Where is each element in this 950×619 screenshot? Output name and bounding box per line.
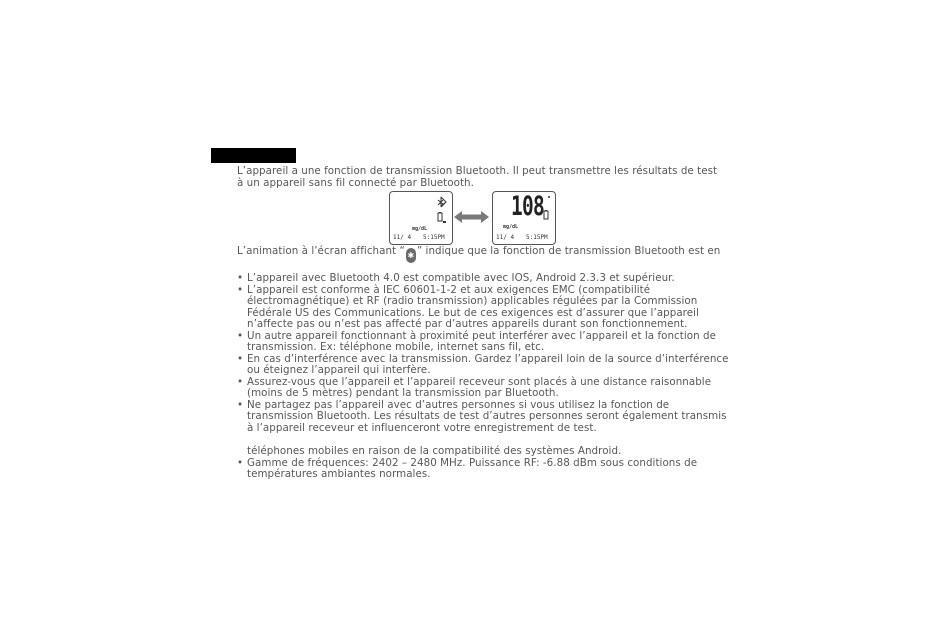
bullet-line: • Un autre appareil fonctionnant à proximité peut interférer avec l’appareil et la fonction de [247,329,716,342]
lcd-screen-reading [492,191,556,245]
lcd2-date: 11/ 4 [496,234,515,241]
bullet-line: n’affecte pas ou n’est pas affecté par d’autres appareils durant son fonctionnement. [247,318,688,330]
animation-sentence [237,246,720,263]
bullet-line: • L’appareil avec Bluetooth 4.0 est compatible avec IOS, Android 2.3.3 et supérieur. [247,272,675,284]
bullet-line: températures ambiantes normales. [247,468,431,480]
bullet-line: • Ne partagez pas l’appareil avec d’autres personnes si vous utilisez la fonction de [247,398,670,411]
intro-paragraph [237,166,717,189]
double-arrow-icon [454,211,489,223]
lcd1-date: 11/ 4 [393,234,412,241]
bullet-line: Fédérale US des Communications. Le but de ces exigences est d’assurer que l’appareil [247,306,699,319]
bullet-line: transmission Bluetooth. Les résultats de test d’autres personnes seront également transmis [247,410,727,422]
section-heading-bar [211,148,296,163]
bullet-item [237,331,729,354]
lcd-screen-bluetooth [389,191,453,245]
bullet-item [237,400,729,435]
bullet-line: (moins de 5 mètres) pendant la transmission par Bluetooth. [247,387,559,399]
lcd1-time: 5:15PM [423,234,445,241]
lcd2-unit: mg/dL [503,224,519,230]
bullet-list [237,273,729,481]
bullet-line: • L’appareil est conforme à IEC 60601-1-2 et aux exigences EMC (compatibilité [247,283,651,296]
animation-text-after: ” indique que la fonction de transmission Bluetooth est en [416,245,721,257]
bullet-line: transmission. Ex: téléphone mobile, internet sans fil, etc. [247,341,545,353]
bluetooth-badge-icon: ✱ [406,248,416,263]
bullet-line: électromagnétique) et RF (radio transmission) applicables régulées par la Commission [247,295,698,307]
bullet-line: • En cas d’interférence avec la transmission. Gardez l’appareil loin de la source d’interférence [247,352,729,365]
bullet-item [237,285,729,331]
intro-line-1: L’appareil a une fonction de transmission Bluetooth. Il peut transmettre les résultats de test [237,165,718,177]
lcd2-reading: 108 [511,191,544,222]
battery-icon [544,211,548,219]
bullet-line: ou éteignez l’appareil qui interfère. [247,364,431,376]
bullet-line: à l’appareil receveur et influenceront votre enregistrement de test. [247,421,597,434]
bullet-item [237,273,729,285]
bluetooth-icon [438,197,446,207]
intro-line-2: à un appareil sans fil connecté par Bluetooth. [237,176,474,189]
lcd2-time: 5:15PM [526,234,548,241]
lcd1-unit: mg/dL [412,226,428,232]
animation-text-before: L’animation à l’écran affichant “ [237,245,405,257]
bullet-item [237,377,729,400]
bullet-item [237,354,729,377]
bullet-item [237,458,729,481]
orphan-line: téléphones mobiles en raison de la compatibilité des systèmes Android. [247,445,622,457]
bullet-line: • Assurez-vous que l’appareil et l’appareil receveur sont placés à une distance raisonnable [247,375,712,388]
bullet-line: • Gamme de fréquences: 2402 – 2480 MHz. Puissance RF: -6.88 dBm sous conditions de [247,456,698,469]
